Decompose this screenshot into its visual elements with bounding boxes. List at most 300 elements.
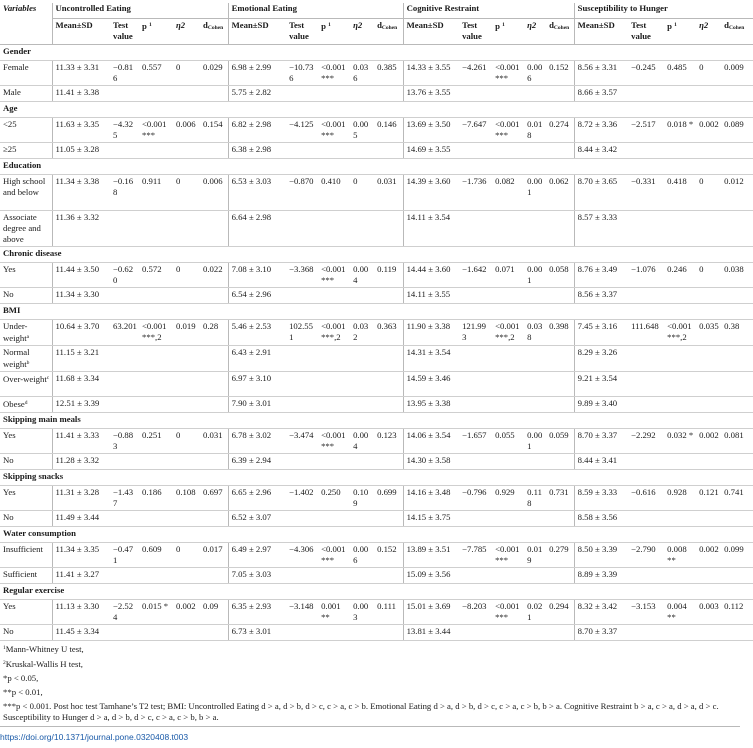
ee-test-value-cell: −1.402 xyxy=(286,486,318,511)
ue-test-value-cell xyxy=(110,625,139,641)
cr-mean-sd-cell: 13.89 ± 3.51 xyxy=(403,543,459,568)
ue-eta-squared-cell xyxy=(173,288,200,304)
ue-test-value-cell xyxy=(110,288,139,304)
ue-p-value-cell xyxy=(139,511,173,527)
sh-eta-squared-cell xyxy=(696,346,721,372)
ue-eta-squared-cell: 0 xyxy=(173,543,200,568)
ee-p-value-cell xyxy=(318,86,350,102)
sh-test-value-cell: −1.076 xyxy=(628,263,664,288)
ee-eta-squared-cell xyxy=(350,625,374,641)
column-header-row xyxy=(0,19,753,45)
sh-p-value-cell xyxy=(664,211,696,247)
ue-cohen-d-cell xyxy=(200,346,228,372)
ee-mean-sd-cell: 6.43 ± 2.91 xyxy=(228,346,286,372)
ee-test-value-cell: −4.306 xyxy=(286,543,318,568)
cr-mean-sd-cell: 14.16 ± 3.48 xyxy=(403,486,459,511)
ee-p-value-cell xyxy=(318,346,350,372)
sh-mean-sd-cell: 8.44 ± 3.41 xyxy=(574,454,628,470)
cr-test-value-cell: 121.993 xyxy=(459,320,492,346)
row-label: Insufficient xyxy=(0,543,52,568)
ee-cohen-d-cell: 0.699 xyxy=(374,486,403,511)
row-label: Yes xyxy=(0,263,52,288)
sh-eta-squared-cell xyxy=(696,143,721,159)
cr-mean-sd-cell: 14.31 ± 3.54 xyxy=(403,346,459,372)
ee-test-value-cell: −4.125 xyxy=(286,118,318,143)
cr-test-value-cell xyxy=(459,397,492,413)
test-value-header: Test value xyxy=(459,19,492,45)
footnote-4: **p < 0.01, xyxy=(3,687,43,697)
section-label: Gender xyxy=(0,45,753,61)
row-label: Under-weight$^a$ xyxy=(0,320,52,346)
sh-eta-squared-cell xyxy=(696,372,721,397)
cr-eta-squared-cell: 0.001 xyxy=(524,175,546,211)
section-label: Age xyxy=(0,102,753,118)
ee-test-value-cell: 102.551 xyxy=(286,320,318,346)
ue-mean-sd-cell: 11.28 ± 3.32 xyxy=(52,454,110,470)
ue-eta-squared-cell xyxy=(173,86,200,102)
ue-test-value-cell: −1.437 xyxy=(110,486,139,511)
eta-header: η2 xyxy=(173,19,200,45)
ue-eta-squared-cell: 0.108 xyxy=(173,486,200,511)
ee-cohen-d-cell xyxy=(374,568,403,584)
cr-mean-sd-cell: 13.76 ± 3.55 xyxy=(403,86,459,102)
cr-test-value-cell xyxy=(459,372,492,397)
row-label: Normal weight$^b$ xyxy=(0,346,52,372)
ee-test-value-cell: −0.870 xyxy=(286,175,318,211)
sh-mean-sd-cell: 8.56 ± 3.37 xyxy=(574,288,628,304)
ee-mean-sd-cell: 6.54 ± 2.96 xyxy=(228,288,286,304)
sh-p-value-cell xyxy=(664,288,696,304)
cr-mean-sd-cell: 13.95 ± 3.38 xyxy=(403,397,459,413)
ue-p-value-cell xyxy=(139,86,173,102)
ee-cohen-d-cell: 0.031 xyxy=(374,175,403,211)
cr-test-value-cell xyxy=(459,143,492,159)
sh-cohen-d-cell xyxy=(721,86,753,102)
ue-cohen-d-cell: 0.697 xyxy=(200,486,228,511)
ue-p-value-cell: 0.251 xyxy=(139,429,173,454)
cr-cohen-d-cell xyxy=(546,397,574,413)
cr-mean-sd-cell: 14.15 ± 3.75 xyxy=(403,511,459,527)
sh-cohen-d-cell: 0.089 xyxy=(721,118,753,143)
sh-test-value-cell xyxy=(628,454,664,470)
row-label: Sufficient xyxy=(0,568,52,584)
cr-eta-squared-cell: 0.001 xyxy=(524,429,546,454)
sh-p-value-cell: 0.485 xyxy=(664,61,696,86)
cr-eta-squared-cell xyxy=(524,143,546,159)
cr-test-value-cell: −7.647 xyxy=(459,118,492,143)
ee-p-value-cell: 0.001 ** xyxy=(318,600,350,625)
ee-mean-sd-cell: 6.53 ± 3.03 xyxy=(228,175,286,211)
ue-eta-squared-cell xyxy=(173,346,200,372)
table-row xyxy=(0,600,753,625)
test-value-header: Test value xyxy=(286,19,318,45)
section-label: Skipping main meals xyxy=(0,413,753,429)
ue-test-value-cell xyxy=(110,86,139,102)
cr-test-value-cell xyxy=(459,211,492,247)
cr-eta-squared-cell: 0.118 xyxy=(524,486,546,511)
ee-mean-sd-cell: 6.35 ± 2.93 xyxy=(228,600,286,625)
ee-mean-sd-cell: 6.64 ± 2.98 xyxy=(228,211,286,247)
cr-cohen-d-cell xyxy=(546,454,574,470)
cr-eta-squared-cell xyxy=(524,625,546,641)
cr-mean-sd-cell: 15.01 ± 3.69 xyxy=(403,600,459,625)
ue-eta-squared-cell: 0 xyxy=(173,263,200,288)
ee-eta-squared-cell: 0 xyxy=(350,175,374,211)
table-row xyxy=(0,429,753,454)
row-label: Yes xyxy=(0,600,52,625)
cr-cohen-d-cell xyxy=(546,568,574,584)
sh-p-value-cell: 0.018 * xyxy=(664,118,696,143)
cr-cohen-d-cell: 0.058 xyxy=(546,263,574,288)
cr-eta-squared-cell: 0.018 xyxy=(524,118,546,143)
cr-p-value-cell xyxy=(492,346,524,372)
sh-p-value-cell xyxy=(664,346,696,372)
cr-eta-squared-cell xyxy=(524,346,546,372)
sh-eta-squared-cell xyxy=(696,288,721,304)
sh-mean-sd-cell: 8.70 ± 3.37 xyxy=(574,429,628,454)
ee-eta-squared-cell: 0.003 xyxy=(350,600,374,625)
sh-mean-sd-cell: 8.58 ± 3.56 xyxy=(574,511,628,527)
ue-cohen-d-cell xyxy=(200,288,228,304)
ue-cohen-d-cell: 0.28 xyxy=(200,320,228,346)
ee-p-value-cell: <0.001 *** xyxy=(318,543,350,568)
sh-eta-squared-cell: 0 xyxy=(696,175,721,211)
ue-test-value-cell xyxy=(110,346,139,372)
ee-mean-sd-cell: 7.05 ± 3.03 xyxy=(228,568,286,584)
ee-eta-squared-cell xyxy=(350,346,374,372)
sh-eta-squared-cell xyxy=(696,211,721,247)
ue-eta-squared-cell: 0.006 xyxy=(173,118,200,143)
sh-test-value-cell xyxy=(628,397,664,413)
sh-test-value-cell: −2.790 xyxy=(628,543,664,568)
ue-mean-sd-cell: 11.41 ± 3.33 xyxy=(52,429,110,454)
sh-mean-sd-cell: 7.45 ± 3.16 xyxy=(574,320,628,346)
ee-eta-squared-cell: 0.004 xyxy=(350,263,374,288)
ee-eta-squared-cell: 0.036 xyxy=(350,61,374,86)
cr-p-value-cell xyxy=(492,625,524,641)
ee-eta-squared-cell xyxy=(350,511,374,527)
cr-mean-sd-cell: 14.06 ± 3.54 xyxy=(403,429,459,454)
ue-test-value-cell xyxy=(110,568,139,584)
sh-mean-sd-cell: 8.32 ± 3.42 xyxy=(574,600,628,625)
eta-header: η2 xyxy=(524,19,546,45)
row-label: Yes xyxy=(0,429,52,454)
ee-cohen-d-cell xyxy=(374,211,403,247)
cr-mean-sd-cell: 15.09 ± 3.56 xyxy=(403,568,459,584)
ue-eta-squared-cell: 0 xyxy=(173,429,200,454)
cr-p-value-cell xyxy=(492,372,524,397)
cr-eta-squared-cell xyxy=(524,86,546,102)
ue-mean-sd-cell: 12.51 ± 3.39 xyxy=(52,397,110,413)
ue-test-value-cell: −0.883 xyxy=(110,429,139,454)
row-label: No xyxy=(0,288,52,304)
table-row xyxy=(0,143,753,159)
sh-p-value-cell: 0.246 xyxy=(664,263,696,288)
sh-eta-squared-cell: 0.121 xyxy=(696,486,721,511)
section-row xyxy=(0,102,753,118)
sh-eta-squared-cell xyxy=(696,568,721,584)
ee-eta-squared-cell xyxy=(350,397,374,413)
cr-p-value-cell: <0.001 *** xyxy=(492,543,524,568)
cr-cohen-d-cell xyxy=(546,346,574,372)
ee-eta-squared-cell xyxy=(350,568,374,584)
ee-test-value-cell xyxy=(286,625,318,641)
cr-mean-sd-cell: 14.33 ± 3.55 xyxy=(403,61,459,86)
cr-cohen-d-cell: 0.398 xyxy=(546,320,574,346)
cr-mean-sd-cell: 13.69 ± 3.50 xyxy=(403,118,459,143)
cr-p-value-cell xyxy=(492,454,524,470)
ee-eta-squared-cell xyxy=(350,454,374,470)
cr-mean-sd-cell: 14.11 ± 3.55 xyxy=(403,288,459,304)
ee-test-value-cell xyxy=(286,211,318,247)
ee-test-value-cell xyxy=(286,86,318,102)
ue-mean-sd-cell: 11.45 ± 3.34 xyxy=(52,625,110,641)
sh-cohen-d-cell: 0.38 xyxy=(721,320,753,346)
cr-cohen-d-cell xyxy=(546,511,574,527)
ue-mean-sd-cell: 11.34 ± 3.35 xyxy=(52,543,110,568)
row-label: Yes xyxy=(0,486,52,511)
cr-p-value-cell: <0.001 ***,2 xyxy=(492,320,524,346)
sh-mean-sd-cell: 8.70 ± 3.65 xyxy=(574,175,628,211)
sh-p-value-cell xyxy=(664,568,696,584)
ue-eta-squared-cell xyxy=(173,143,200,159)
group-header-ee: Emotional Eating xyxy=(228,3,403,19)
ee-p-value-cell: <0.001 ***,2 xyxy=(318,320,350,346)
sh-test-value-cell xyxy=(628,143,664,159)
cr-test-value-cell xyxy=(459,454,492,470)
sh-eta-squared-cell: 0.002 xyxy=(696,118,721,143)
ue-p-value-cell xyxy=(139,625,173,641)
ue-cohen-d-cell: 0.031 xyxy=(200,429,228,454)
ue-p-value-cell: 0.572 xyxy=(139,263,173,288)
table-row xyxy=(0,486,753,511)
ee-p-value-cell: 0.410 xyxy=(318,175,350,211)
group-header-row xyxy=(0,3,753,19)
sh-eta-squared-cell: 0.002 xyxy=(696,429,721,454)
cr-p-value-cell xyxy=(492,511,524,527)
cr-p-value-cell: <0.001 *** xyxy=(492,600,524,625)
ue-cohen-d-cell: 0.029 xyxy=(200,61,228,86)
cr-p-value-cell: 0.055 xyxy=(492,429,524,454)
ue-p-value-cell xyxy=(139,372,173,397)
ue-test-value-cell: −0.168 xyxy=(110,175,139,211)
sh-eta-squared-cell xyxy=(696,397,721,413)
ee-mean-sd-cell: 6.49 ± 2.97 xyxy=(228,543,286,568)
cr-cohen-d-cell xyxy=(546,143,574,159)
ue-p-value-cell: 0.911 xyxy=(139,175,173,211)
table-row xyxy=(0,625,753,641)
ue-mean-sd-cell: 10.64 ± 3.70 xyxy=(52,320,110,346)
cr-eta-squared-cell: 0.001 xyxy=(524,263,546,288)
cr-test-value-cell xyxy=(459,568,492,584)
sh-mean-sd-cell: 8.56 ± 3.31 xyxy=(574,61,628,86)
sh-test-value-cell xyxy=(628,568,664,584)
sh-cohen-d-cell xyxy=(721,372,753,397)
cr-cohen-d-cell xyxy=(546,86,574,102)
group-header-ue: Uncontrolled Eating xyxy=(52,3,228,19)
sh-p-value-cell xyxy=(664,143,696,159)
row-label: Obese$^d$ xyxy=(0,397,52,413)
ue-p-value-cell xyxy=(139,397,173,413)
ee-p-value-cell xyxy=(318,397,350,413)
ee-p-value-cell xyxy=(318,211,350,247)
sh-mean-sd-cell: 8.44 ± 3.42 xyxy=(574,143,628,159)
ue-cohen-d-cell xyxy=(200,454,228,470)
row-label: ≥25 xyxy=(0,143,52,159)
sh-mean-sd-cell: 8.76 ± 3.49 xyxy=(574,263,628,288)
ee-eta-squared-cell: 0.032 xyxy=(350,320,374,346)
sh-test-value-cell xyxy=(628,511,664,527)
p-header: p $^1$ xyxy=(664,19,696,45)
cr-cohen-d-cell xyxy=(546,625,574,641)
d-header: dCohen xyxy=(374,19,403,45)
ue-cohen-d-cell xyxy=(200,211,228,247)
cr-p-value-cell xyxy=(492,288,524,304)
ee-test-value-cell: −3.368 xyxy=(286,263,318,288)
cr-p-value-cell xyxy=(492,143,524,159)
row-label: No xyxy=(0,454,52,470)
ue-eta-squared-cell: 0.002 xyxy=(173,600,200,625)
cr-cohen-d-cell: 0.274 xyxy=(546,118,574,143)
cr-p-value-cell: <0.001 *** xyxy=(492,61,524,86)
ee-cohen-d-cell xyxy=(374,372,403,397)
cr-mean-sd-cell: 14.69 ± 3.55 xyxy=(403,143,459,159)
ee-test-value-cell xyxy=(286,372,318,397)
ee-p-value-cell xyxy=(318,143,350,159)
cr-eta-squared-cell xyxy=(524,288,546,304)
ee-eta-squared-cell: 0.004 xyxy=(350,429,374,454)
ue-test-value-cell: −0.620 xyxy=(110,263,139,288)
sh-test-value-cell: −2.517 xyxy=(628,118,664,143)
doi-link[interactable]: https://doi.org/10.1371/journal.pone.0320408.t003 xyxy=(0,732,189,742)
ue-p-value-cell xyxy=(139,568,173,584)
cr-mean-sd-cell: 14.39 ± 3.60 xyxy=(403,175,459,211)
sh-p-value-cell: 0.004 ** xyxy=(664,600,696,625)
sh-mean-sd-cell: 8.29 ± 3.26 xyxy=(574,346,628,372)
cr-test-value-cell xyxy=(459,86,492,102)
sh-eta-squared-cell: 0 xyxy=(696,263,721,288)
section-row xyxy=(0,247,753,263)
ee-p-value-cell: <0.001 *** xyxy=(318,61,350,86)
ee-cohen-d-cell: 0.385 xyxy=(374,61,403,86)
ue-eta-squared-cell xyxy=(173,397,200,413)
p-header: p $^1$ xyxy=(492,19,524,45)
cr-mean-sd-cell: 14.11 ± 3.54 xyxy=(403,211,459,247)
ee-p-value-cell xyxy=(318,625,350,641)
footnote-2: $^2$Kruskal-Wallis H test, xyxy=(3,659,83,669)
sh-p-value-cell: <0.001 ***,2 xyxy=(664,320,696,346)
ee-cohen-d-cell: 0.119 xyxy=(374,263,403,288)
sh-cohen-d-cell: 0.112 xyxy=(721,600,753,625)
ue-mean-sd-cell: 11.31 ± 3.28 xyxy=(52,486,110,511)
sh-test-value-cell xyxy=(628,346,664,372)
footnote-1: $^1$Mann-Whitney U test, xyxy=(3,644,84,654)
cr-test-value-cell: −8.203 xyxy=(459,600,492,625)
test-value-header: Test value xyxy=(110,19,139,45)
ue-test-value-cell xyxy=(110,372,139,397)
table-row xyxy=(0,61,753,86)
ee-test-value-cell xyxy=(286,288,318,304)
ue-mean-sd-cell: 11.15 ± 3.21 xyxy=(52,346,110,372)
ee-eta-squared-cell xyxy=(350,143,374,159)
ee-cohen-d-cell xyxy=(374,454,403,470)
table-row xyxy=(0,118,753,143)
sh-mean-sd-cell: 8.66 ± 3.57 xyxy=(574,86,628,102)
ue-test-value-cell xyxy=(110,143,139,159)
table-row xyxy=(0,372,753,397)
table-row xyxy=(0,511,753,527)
cr-test-value-cell: −1.657 xyxy=(459,429,492,454)
ue-p-value-cell xyxy=(139,454,173,470)
sh-mean-sd-cell: 8.50 ± 3.39 xyxy=(574,543,628,568)
ee-cohen-d-cell xyxy=(374,397,403,413)
ee-test-value-cell: −3.474 xyxy=(286,429,318,454)
eta-header: η2 xyxy=(350,19,374,45)
ee-test-value-cell xyxy=(286,397,318,413)
cr-eta-squared-cell xyxy=(524,568,546,584)
cr-test-value-cell: −4.261 xyxy=(459,61,492,86)
sh-p-value-cell xyxy=(664,511,696,527)
table-row xyxy=(0,211,753,247)
cr-test-value-cell: −7.785 xyxy=(459,543,492,568)
ee-mean-sd-cell: 5.46 ± 2.53 xyxy=(228,320,286,346)
cr-eta-squared-cell: 0.038 xyxy=(524,320,546,346)
table-row xyxy=(0,175,753,211)
row-label: <25 xyxy=(0,118,52,143)
cr-p-value-cell: 0.071 xyxy=(492,263,524,288)
section-label: Education xyxy=(0,159,753,175)
d-header: dCohen xyxy=(721,19,753,45)
ee-p-value-cell xyxy=(318,372,350,397)
sh-test-value-cell: −0.245 xyxy=(628,61,664,86)
sh-eta-squared-cell: 0.002 xyxy=(696,543,721,568)
cr-test-value-cell: −0.796 xyxy=(459,486,492,511)
ee-cohen-d-cell: 0.111 xyxy=(374,600,403,625)
cr-eta-squared-cell: 0.006 xyxy=(524,61,546,86)
ee-cohen-d-cell: 0.363 xyxy=(374,320,403,346)
ee-mean-sd-cell: 5.75 ± 2.82 xyxy=(228,86,286,102)
sh-cohen-d-cell xyxy=(721,211,753,247)
cr-eta-squared-cell xyxy=(524,372,546,397)
cr-eta-squared-cell: 0.019 xyxy=(524,543,546,568)
cr-cohen-d-cell: 0.294 xyxy=(546,600,574,625)
sh-mean-sd-cell: 9.21 ± 3.54 xyxy=(574,372,628,397)
ue-eta-squared-cell xyxy=(173,625,200,641)
sh-p-value-cell xyxy=(664,86,696,102)
table-footnotes xyxy=(0,641,743,723)
ee-cohen-d-cell: 0.123 xyxy=(374,429,403,454)
sh-cohen-d-cell xyxy=(721,288,753,304)
ue-cohen-d-cell xyxy=(200,625,228,641)
table-row xyxy=(0,568,753,584)
sh-mean-sd-cell: 8.70 ± 3.37 xyxy=(574,625,628,641)
row-label: No xyxy=(0,511,52,527)
sh-test-value-cell: −0.331 xyxy=(628,175,664,211)
ee-mean-sd-cell: 6.65 ± 2.96 xyxy=(228,486,286,511)
cr-cohen-d-cell xyxy=(546,211,574,247)
ue-test-value-cell: −4.325 xyxy=(110,118,139,143)
sh-cohen-d-cell: 0.741 xyxy=(721,486,753,511)
ee-test-value-cell xyxy=(286,143,318,159)
ee-mean-sd-cell: 7.08 ± 3.10 xyxy=(228,263,286,288)
ue-test-value-cell xyxy=(110,511,139,527)
table-row xyxy=(0,397,753,413)
cr-cohen-d-cell: 0.062 xyxy=(546,175,574,211)
table-row xyxy=(0,346,753,372)
table-row xyxy=(0,454,753,470)
cr-mean-sd-cell: 14.30 ± 3.58 xyxy=(403,454,459,470)
ee-eta-squared-cell: 0.005 xyxy=(350,118,374,143)
